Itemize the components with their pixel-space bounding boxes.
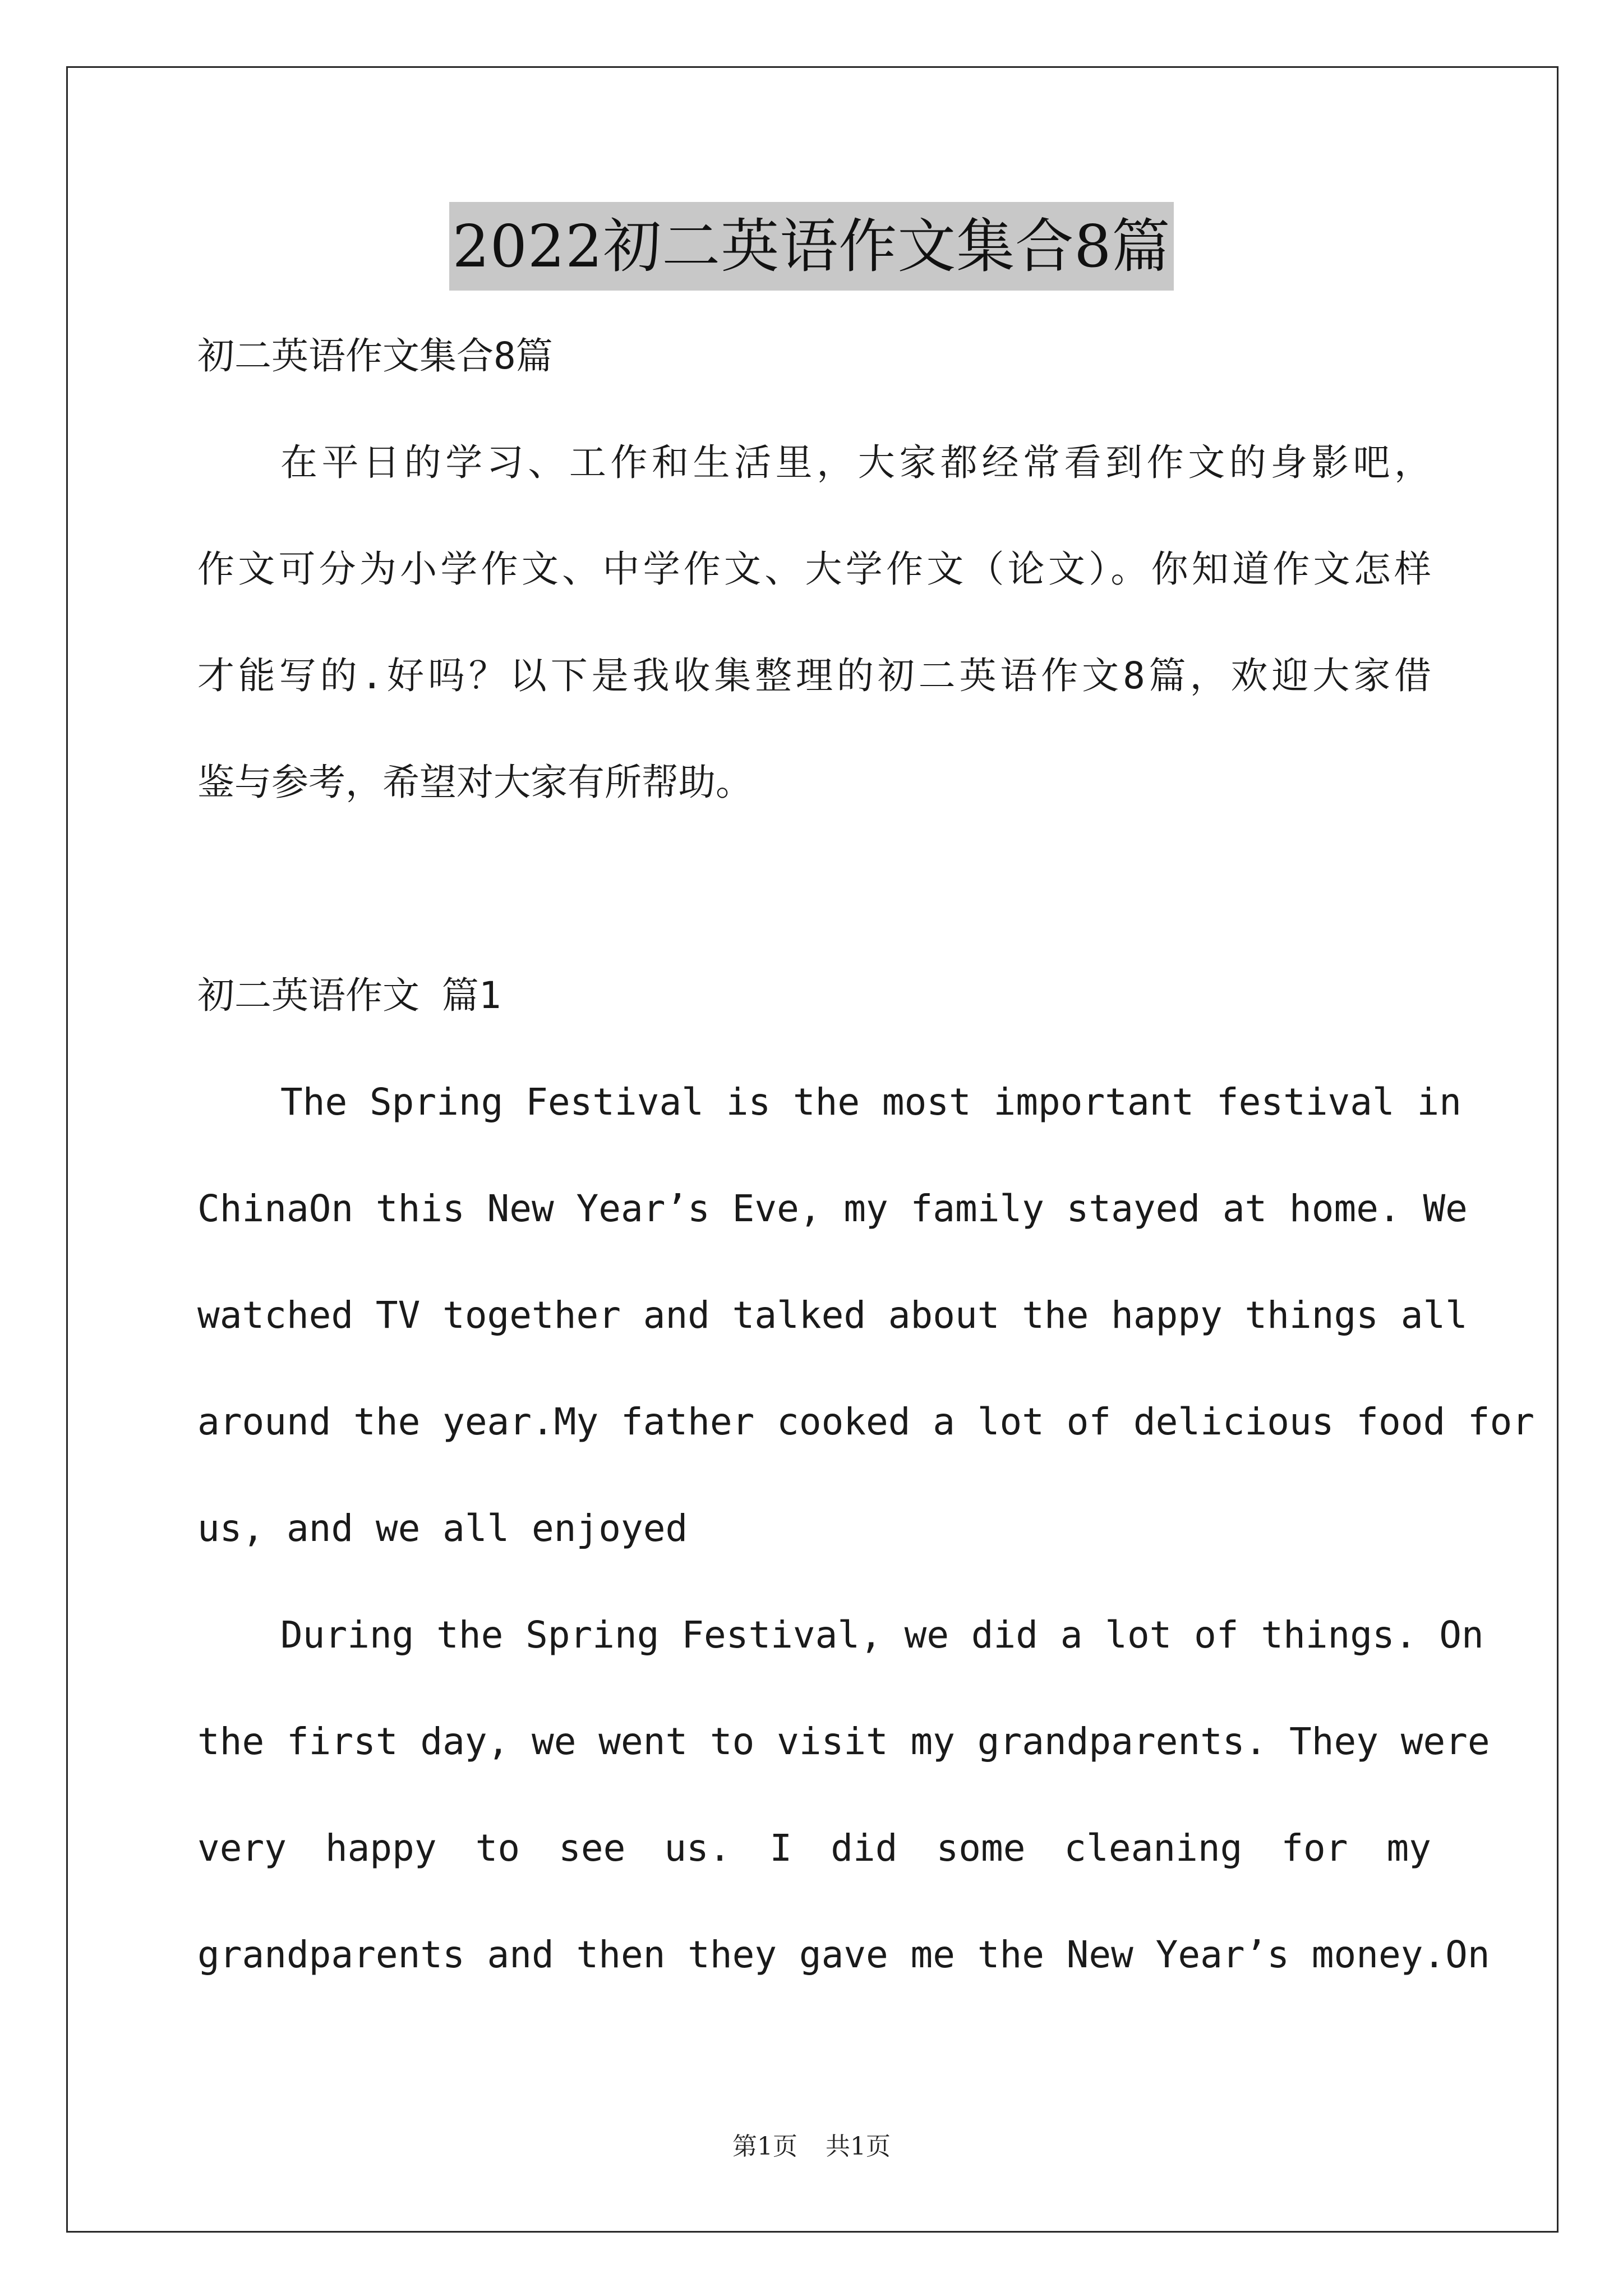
intro-line: 才能写的.好吗？以下是我收集整理的初二英语作文8篇，欢迎大家借 <box>197 654 1431 697</box>
paragraph-line: us, and we all enjoyed <box>197 1507 688 1550</box>
paragraph-line: grandparents and then they gave me the New Year’s money.On <box>197 1933 1490 1976</box>
paragraph-line: During the Spring Festival, we did a lot of things. On <box>280 1613 1484 1657</box>
intro-line: 鉴与参考，希望对大家有所帮助。 <box>197 761 753 804</box>
page-footer <box>0 2126 1623 2162</box>
section-gap <box>197 836 1431 942</box>
intro-line: 在平日的学习、工作和生活里，大家都经常看到作文的身影吧， <box>280 441 1431 484</box>
page-total: 共1页 <box>826 2132 891 2161</box>
title-wrap <box>0 202 1623 291</box>
paragraph-line: the first day, we went to visit my grandparents. They were <box>197 1720 1490 1763</box>
paragraph-line: ChinaOn this New Year’s Eve, my family stayed at home. We <box>197 1187 1468 1230</box>
intro-line: 作文可分为小学作文、中学作文、大学作文（论文）。你知道作文怎样 <box>197 547 1431 591</box>
paragraph-line: The Spring Festival is the most important festival in <box>280 1080 1461 1124</box>
paragraph-line: around the year.My father cooked a lot of delicious food for <box>197 1400 1535 1443</box>
section-heading: 初二英语作文 篇1 <box>197 974 501 1017</box>
paragraph-line: very happy to see us. I did some cleaning for my <box>197 1826 1431 1870</box>
paragraph-line: watched TV together and talked about the happy things all <box>197 1294 1468 1337</box>
document-subtitle: 初二英语作文集合8篇 <box>197 334 553 378</box>
page-number: 第1页 <box>732 2132 797 2161</box>
document-body <box>197 303 1535 2008</box>
document-title: 2022初二英语作文集合8篇 <box>449 202 1174 291</box>
